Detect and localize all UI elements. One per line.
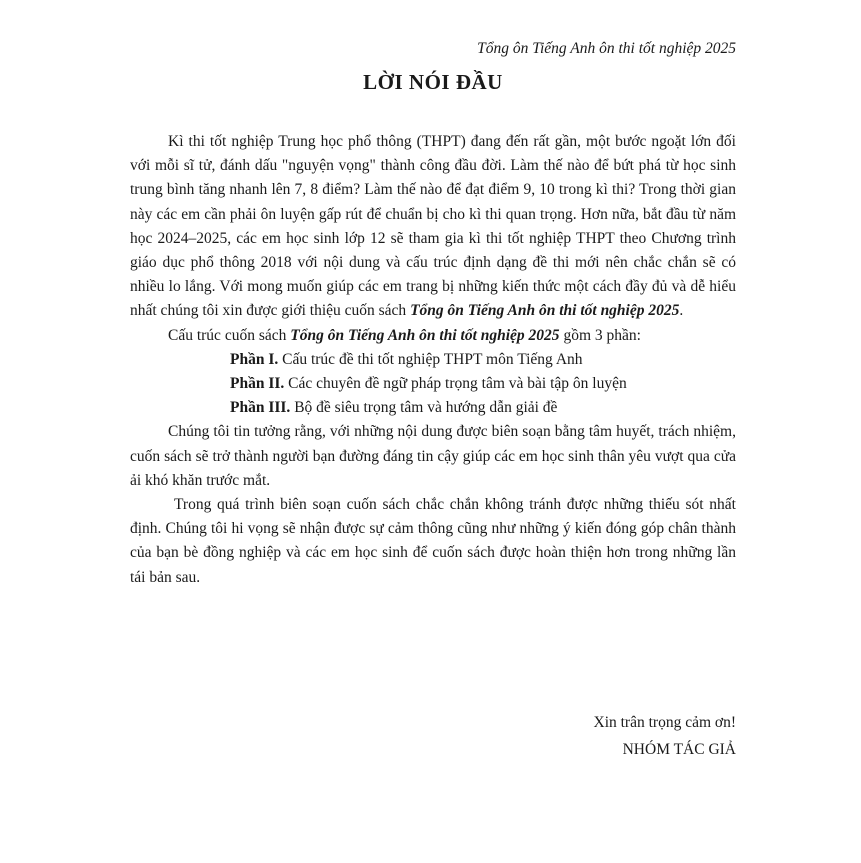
part-item — [130, 348, 736, 372]
structure-book-title: Tổng ôn Tiếng Anh ôn thi tốt nghiệp 2025 — [290, 326, 560, 344]
structure-paragraph — [130, 324, 736, 348]
belief-paragraph: Chúng tôi tin tưởng rằng, với những nội dung được biên soạn bằng tâm huyết, trách nhiệm, cuốn sách sẽ trở thành người bạn đường đáng tin cậy giúp các em học sinh thân yêu vượt qua cửa ải khó khăn trước mắt. — [130, 423, 736, 489]
part-text: Cấu trúc đề thi tốt nghiệp THPT môn Tiếng Anh — [278, 350, 583, 368]
part-text: Bộ đề siêu trọng tâm và hướng dẫn giải đề — [290, 399, 558, 417]
structure-tail: gồm 3 phần: — [559, 326, 641, 344]
intro-paragraph — [130, 130, 736, 324]
document-page — [130, 0, 736, 863]
closing-thanks: Xin trân trọng cảm ơn! — [593, 714, 736, 731]
part-label: Phần II. — [230, 375, 285, 393]
document-body — [130, 130, 736, 590]
intro-text: Kì thi tốt nghiệp Trung học phổ thông (THPT) đang đến rất gần, một bước ngoặt lớn đối với mỗi sĩ tử, đánh dấu "nguyện vọng" thành công đầu đời. Làm thế nào để bứt phá từ học sinh trung bình tăng nhanh lên 7, 8 điểm? Làm thế nào để đạt điểm 9, 10 trong kì thi? Trong thời gian này các em cần phải ôn luyện gấp rút để chuẩn bị cho kì thi quan trọng. Hơn nữa, bắt đầu từ năm học 2024–2025, các em học sinh lớp 12 sẽ tham gia kì thi tốt nghiệp THPT theo Chương trình giáo dục phổ thông 2018 với nội dung và cấu trúc định dạng đề thi mới nên chắc chắn sẽ có nhiều lo lắng. Với mong muốn giúp các em trang bị những kiến thức một cách đầy đủ và dễ hiểu nhất chúng tôi xin được giới thiệu cuốn sách — [130, 133, 736, 320]
running-header: Tổng ôn Tiếng Anh ôn thi tốt nghiệp 2025 — [477, 40, 736, 57]
apology-paragraph: Trong quá trình biên soạn cuốn sách chắc chắn không tránh được những thiếu sót nhất định. Chúng tôi hi vọng sẽ nhận được sự cảm thông cũng như những ý kiến đóng góp chân thành của bạn bè đồng nghiệp và các em học sinh để cuốn sách được hoàn thiện hơn trong những lần tái bản sau. — [130, 496, 736, 586]
part-label: Phần I. — [230, 350, 279, 368]
part-label: Phần III. — [230, 399, 291, 417]
part-text: Các chuyên đề ngữ pháp trọng tâm và bài tập ôn luyện — [284, 375, 627, 393]
part-item — [130, 396, 736, 420]
closing-author: NHÓM TÁC GIẢ — [622, 741, 736, 758]
intro-end: . — [679, 302, 684, 320]
structure-lead: Cấu trúc cuốn sách — [168, 326, 291, 344]
page-title: LỜI NÓI ĐẦU — [363, 70, 503, 94]
intro-book-title: Tổng ôn Tiếng Anh ôn thi tốt nghiệp 2025 — [410, 302, 680, 320]
part-item — [130, 372, 736, 396]
